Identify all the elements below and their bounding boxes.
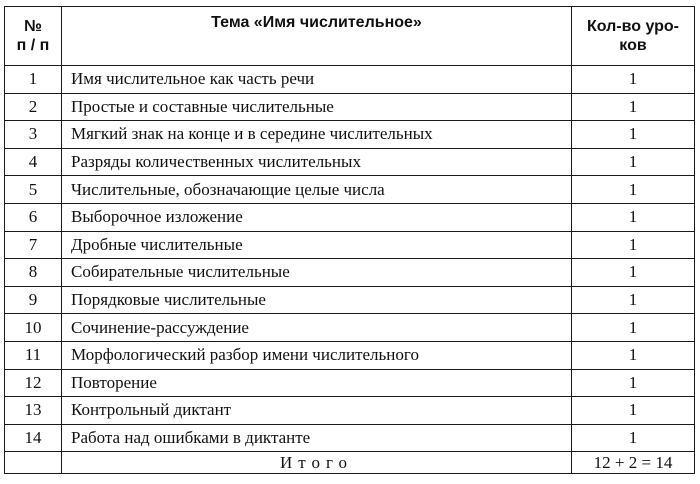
header-count-line1: Кол-во уро- — [586, 18, 680, 35]
row-number: 3 — [5, 121, 62, 149]
row-topic: Числительные, обозначающие целые числа — [62, 176, 572, 204]
row-topic: Простые и составные числительные — [62, 93, 572, 121]
table-row — [5, 66, 695, 94]
row-number: 5 — [5, 176, 62, 204]
header-number — [5, 7, 62, 66]
lesson-plan-table — [4, 6, 695, 474]
row-number: 6 — [5, 203, 62, 231]
row-number: 9 — [5, 286, 62, 314]
row-lesson-count: 1 — [572, 369, 695, 397]
row-topic: Дробные числительные — [62, 231, 572, 259]
row-topic: Выборочное изложение — [62, 203, 572, 231]
header-lesson-count — [572, 7, 695, 66]
row-lesson-count: 1 — [572, 424, 695, 452]
row-number: 12 — [5, 369, 62, 397]
header-row — [5, 7, 695, 66]
row-topic: Сочинение-рассуждение — [62, 314, 572, 342]
row-number: 4 — [5, 148, 62, 176]
table-row — [5, 369, 695, 397]
row-lesson-count: 1 — [572, 314, 695, 342]
row-lesson-count: 1 — [572, 203, 695, 231]
row-topic: Контрольный диктант — [62, 397, 572, 425]
table-row — [5, 93, 695, 121]
row-number: 7 — [5, 231, 62, 259]
header-number-subtitle: п / п — [16, 37, 50, 54]
table-row — [5, 231, 695, 259]
row-lesson-count: 1 — [572, 121, 695, 149]
total-label: Итого — [62, 452, 572, 474]
table-row — [5, 203, 695, 231]
row-lesson-count: 1 — [572, 148, 695, 176]
table-row — [5, 176, 695, 204]
row-lesson-count: 1 — [572, 397, 695, 425]
table-row — [5, 121, 695, 149]
table-row — [5, 397, 695, 425]
row-number: 11 — [5, 341, 62, 369]
row-topic: Работа над ошибками в диктанте — [62, 424, 572, 452]
row-lesson-count: 1 — [572, 66, 695, 94]
row-lesson-count: 1 — [572, 176, 695, 204]
row-topic: Имя числительное как часть речи — [62, 66, 572, 94]
row-lesson-count: 1 — [572, 259, 695, 287]
table-row — [5, 286, 695, 314]
row-topic: Мягкий знак на конце и в середине числительных — [62, 121, 572, 149]
table-row — [5, 424, 695, 452]
row-lesson-count: 1 — [572, 93, 695, 121]
table-row — [5, 314, 695, 342]
row-number: 13 — [5, 397, 62, 425]
table-row — [5, 259, 695, 287]
row-number: 8 — [5, 259, 62, 287]
row-topic: Морфологический разбор имени числительного — [62, 341, 572, 369]
lesson-plan-page — [4, 6, 695, 474]
row-number: 1 — [5, 66, 62, 94]
table-row — [5, 341, 695, 369]
row-number: 2 — [5, 93, 62, 121]
row-lesson-count: 1 — [572, 231, 695, 259]
table-body — [5, 66, 695, 452]
table-row — [5, 148, 695, 176]
row-number: 14 — [5, 424, 62, 452]
row-lesson-count: 1 — [572, 341, 695, 369]
header-number-symbol: № — [24, 18, 42, 35]
row-topic: Порядковые числительные — [62, 286, 572, 314]
row-topic: Повторение — [62, 369, 572, 397]
row-lesson-count: 1 — [572, 286, 695, 314]
row-topic: Разряды количественных числительных — [62, 148, 572, 176]
row-number: 10 — [5, 314, 62, 342]
header-count-line2: ков — [619, 37, 647, 54]
row-topic: Собирательные числительные — [62, 259, 572, 287]
header-topic: Тема «Имя числительное» — [62, 7, 572, 66]
total-value: 12 + 2 = 14 — [572, 452, 695, 474]
total-row — [5, 452, 695, 474]
total-empty-cell — [5, 452, 62, 474]
